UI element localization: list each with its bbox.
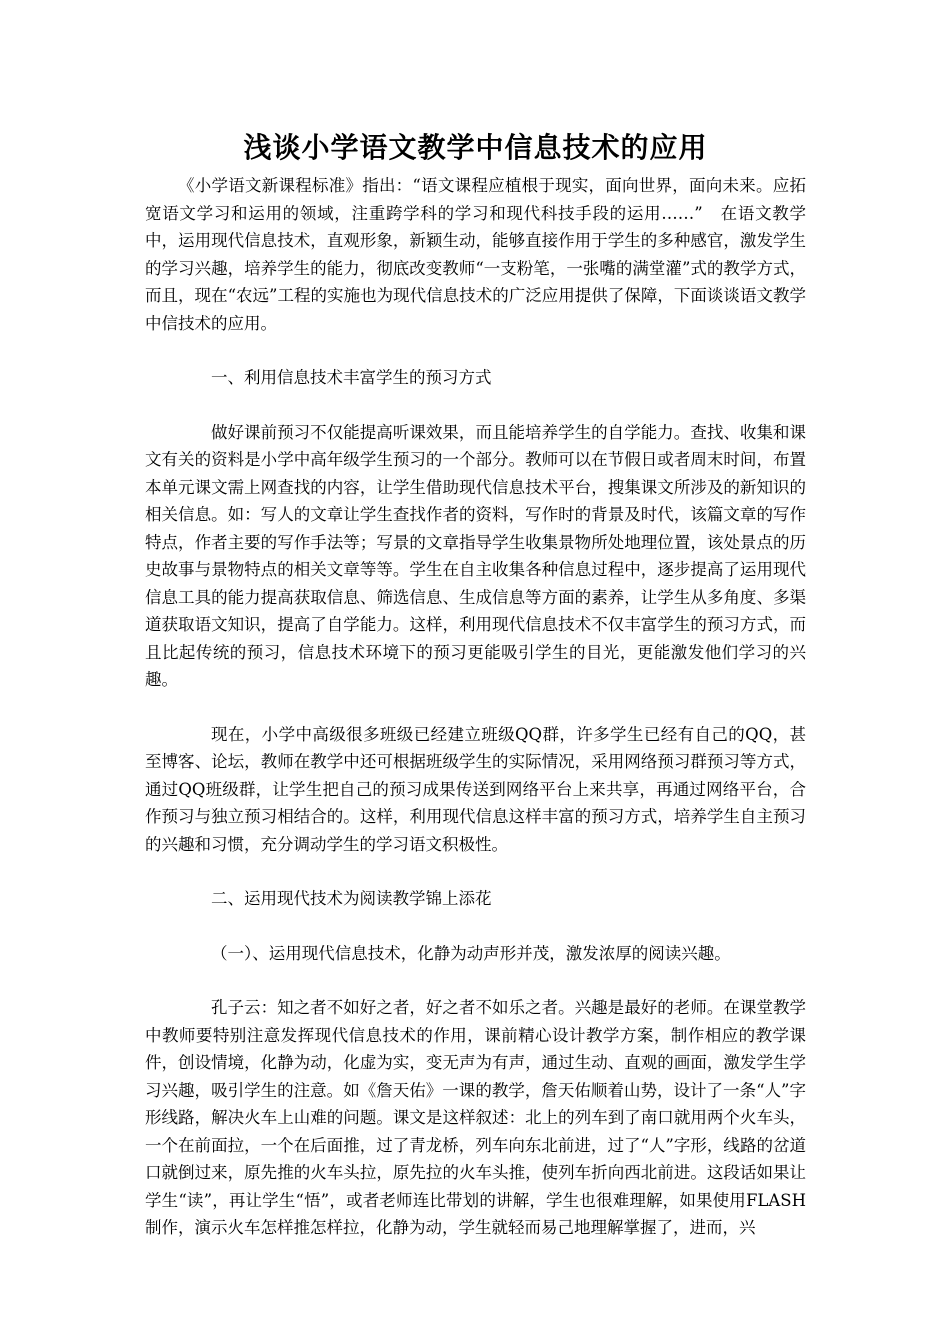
section-2-paragraph-1: 孔子云：知之者不如好之者，好之者不如乐之者。兴趣是最好的老师。在课堂教学中教师要特别注意发挥现代信息技术的作用，课前精心设计教学方案，制作相应的教学课件，创设情境，化静为动，化虚为实，变无声为有声，通过生动、直观的画面，激发学生学习兴趣，吸引学生的注意。如《詹天佑》一课的教学，詹天佑顺着山势，设计了一条“人”字形线路，解决火车上山难的问题。课文是这样叙述：北上的列车到了南口就用两个火车头，一个在前面拉，一个在后面推，过了青龙桥，列车向东北前进，过了“人”字形，线路的岔道口就倒过来，原先推的火车头拉，原先拉的火车头推，使列车折向西北前进。这段话如果让学生“读”，再让学生“悟”，或者老师连比带划的讲解，学生也很难理解，如果使用FLASH制作，演示火车怎样推怎样拉，化静为动，学生就轻而易己地理解掌握了，进而，兴 [145,998,806,1237]
section-1-paragraph-2: 现在，小学中高级很多班级已经建立班级QQ群，许多学生已经有自己的QQ，甚至博客、论坛，教师在教学中还可根据班级学生的实际情况，采用网络预习群预习等方式，通过QQ班级群，让学生把自己的预习成果传送到网络平台上来共享，再通过网络平台，合作预习与独立预习相结合的。这样，利用现代信息这样丰富的预习方式，培养学生自主预习的兴趣和习惯，充分调动学生的学习语文积极性。 [145,724,806,854]
document-title: 浅谈小学语文教学中信息技术的应用 [243,131,708,164]
section-1-paragraph-1: 做好课前预习不仅能提高听课效果，而且能培养学生的自学能力。查找、收集和课文有关的资料是小学中高年级学生预习的一个部分。教师可以在节假日或者周末时间，布置本单元课文需上网查找的内容，让学生借助现代信息技术平台，搜集课文所涉及的新知识的相关信息。如：写人的文章让学生查找作者的资料，写作时的背景及时代，该篇文章的写作特点，作者主要的写作手法等；写景的文章指导学生收集景物所处地理位置，该处景点的历史故事与景物特点的相关文章等等。学生在自主收集各种信息过程中，逐步提高了运用现代信息工具的能力提高获取信息、筛选信息、生成信息等方面的素养，让学生从多角度、多渠道获取语文知识，提高了自学能力。这样，利用现代信息技术不仅丰富学生的预习方式，而且比起传统的预习，信息技术环境下的预习更能吸引学生的目光，更能激发他们学习的兴趣。 [145,422,806,689]
section-2-subheading-1: （一）、运用现代信息技术，化静为动声形并茂，激发浓厚的阅读兴趣。 [211,943,731,963]
spacer [145,337,806,364]
document-page [145,128,806,1242]
spacer [145,694,806,721]
spacer [145,392,806,419]
section-2-heading: 二、运用现代技术为阅读教学锦上添花 [211,889,492,908]
spacer [145,913,806,940]
spacer [145,858,806,885]
intro-paragraph: 《小学语文新课程标准》指出：“语文课程应植根于现实，面向世界，面向未来。应拓宽语文学习和运用的领域，注重跨学科的学习和现代科技手段的运用……” 在语文教学中，运用现代信息技术，直观形象，新颖生动，能够直接作用于学生的多种感官，激发学生的学习兴趣，培养学生的能力，彻底改变教师“一支粉笔，一张嘴的满堂灌”式的教学方式，而且，现在“农远”工程的实施也为现代信息技术的广泛应用提供了保障，下面谈谈语文教学中信技术的应用。 [145,176,806,333]
spacer [145,967,806,994]
section-1-heading: 一、利用信息技术丰富学生的预习方式 [211,368,492,387]
